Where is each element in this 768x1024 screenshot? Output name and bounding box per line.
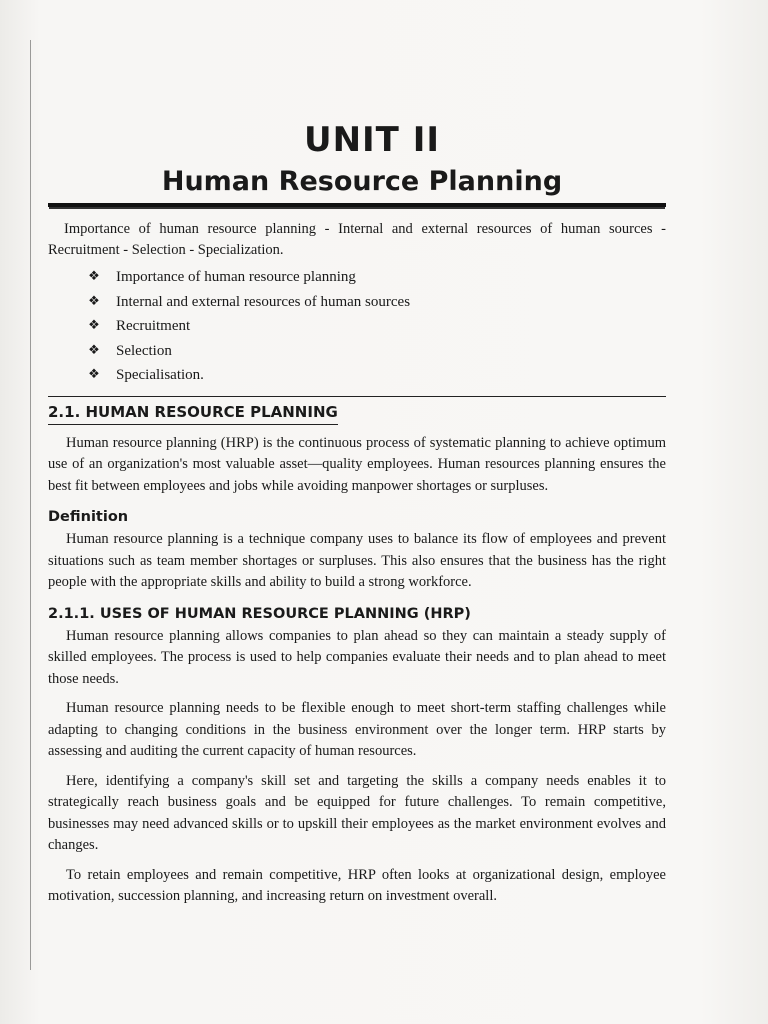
list-item bbox=[86, 290, 666, 315]
list-item bbox=[86, 265, 666, 290]
topic-label: Specialisation. bbox=[116, 367, 204, 383]
subsection-paragraph: Human resource planning allows companies to plan ahead so they can maintain a steady supply of skilled employees. The process is used to help companies evaluate their needs and to plan ahead to meet those needs. bbox=[48, 627, 666, 687]
topic-label: Importance of human resource planning bbox=[116, 269, 356, 285]
list-item bbox=[86, 314, 666, 339]
topic-list bbox=[48, 265, 666, 388]
list-item bbox=[86, 339, 666, 364]
title-rule bbox=[48, 203, 666, 207]
diamond-bullet-icon: ❖ bbox=[88, 342, 100, 358]
section-divider bbox=[48, 396, 666, 397]
diamond-bullet-icon: ❖ bbox=[88, 318, 100, 333]
section-heading: 2.1. HUMAN RESOURCE PLANNING bbox=[48, 403, 338, 425]
diamond-bullet-icon: ❖ bbox=[88, 367, 100, 382]
intro-text-content: Importance of human resource planning - Internal and external resources of human sources - Recruitment - Selection - Specialization. bbox=[48, 221, 666, 258]
subsection-paragraph: Human resource planning needs to be flexible enough to meet short-term staffing challenges while adapting to changing conditions in the business environment over the longer term. HRP starts by assessing and auditing the current capacity of human resources. bbox=[48, 700, 666, 759]
subsection-paragraph: Here, identifying a company's skill set and targeting the skills a company needs enables it to strategically reach business goals and be equipped for future challenges. To remain competitive, businesses may need advanced skills or to upskill their employees as the market environment evolves and changes. bbox=[48, 772, 666, 853]
definition-heading: Definition bbox=[48, 509, 129, 525]
page-content bbox=[48, 120, 666, 908]
diamond-bullet-icon: ❖ bbox=[88, 269, 100, 284]
topic-label: Internal and external resources of human sources bbox=[116, 293, 411, 310]
chapter-title: Human Resource Planning bbox=[161, 166, 563, 197]
intro-text bbox=[48, 219, 666, 261]
diamond-bullet-icon: ❖ bbox=[88, 293, 100, 309]
page-edge-line bbox=[30, 40, 31, 970]
section-paragraph: Human resource planning (HRP) is the continuous process of systematic planning to achieve optimum use of an organization's most valuable asset—quality employees. Human resources planning ensures the best fit between employees and jobs while avoiding manpower shortages or surpluses. bbox=[48, 434, 666, 494]
list-item bbox=[86, 363, 666, 388]
unit-title: UNIT II bbox=[303, 120, 441, 160]
topic-label: Recruitment bbox=[116, 318, 191, 334]
subsection-paragraph: To retain employees and remain competitive, HRP often looks at organizational design, employee motivation, succession planning, and increasing return on investment overall. bbox=[48, 866, 666, 904]
topic-label: Selection bbox=[116, 342, 172, 359]
definition-paragraph: Human resource planning is a technique company uses to balance its flow of employees and prevent situations such as team member shortages or surpluses. This also ensures that the business has the right people with the appropriate skills and ability to build a strong workforce. bbox=[48, 531, 666, 590]
subsection-heading: 2.1.1. USES OF HUMAN RESOURCE PLANNING (HRP) bbox=[48, 605, 471, 622]
